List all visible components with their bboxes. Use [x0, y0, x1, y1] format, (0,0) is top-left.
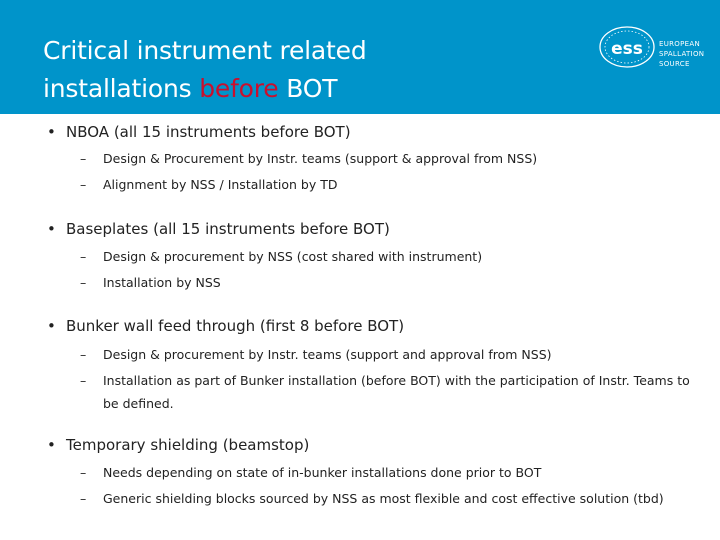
logo-line-3: SOURCE: [659, 60, 690, 68]
dash-symbol: –: [80, 249, 87, 264]
sub-bullet-text: Design & Procurement by Instr. teams (support & approval from NSS): [103, 151, 538, 166]
bullet-symbol: •: [47, 317, 56, 335]
sub-bullet-text: Generic shielding blocks sourced by NSS as most flexible and cost effective solution (tbd): [103, 491, 664, 506]
sub-bullet: [80, 271, 680, 294]
sub-bullet-text: Needs depending on state of in-bunker installations done prior to BOT: [103, 465, 542, 480]
sub-bullet-text: Installation as part of Bunker installation (before BOT) with the participation of Instr. Teams to be defined.: [103, 373, 690, 411]
bullet-text: Temporary shielding (beamstop): [66, 436, 310, 454]
logo-mark-text: ess: [611, 39, 643, 59]
sub-bullet-text: Design & procurement by NSS (cost shared with instrument): [103, 249, 483, 264]
bullet-nboa: [47, 122, 351, 142]
sub-bullet: [80, 245, 680, 268]
sub-bullet: [80, 461, 690, 484]
bullet-baseplates: [47, 219, 390, 239]
sub-bullet: [80, 343, 690, 366]
bullet-symbol: •: [47, 123, 56, 141]
title-line-2-end: BOT: [278, 74, 338, 103]
sub-bullet: [80, 147, 680, 170]
dash-symbol: –: [80, 151, 87, 166]
logo-line-2: SPALLATION: [659, 50, 705, 58]
sub-bullet: [80, 173, 680, 196]
title-line-1: Critical instrument related: [43, 36, 367, 65]
title-line-2-start: installations: [43, 74, 200, 103]
logo-line-1: EUROPEAN: [659, 40, 700, 48]
sub-bullet-text: Installation by NSS: [103, 275, 221, 290]
sub-bullet: [80, 487, 690, 510]
dash-symbol: –: [80, 491, 87, 506]
sub-bullet-text: Design & procurement by Instr. teams (support and approval from NSS): [103, 347, 552, 362]
sub-bullet: [80, 369, 690, 415]
dash-symbol: –: [80, 177, 87, 192]
dash-symbol: –: [80, 275, 87, 290]
dash-symbol: –: [80, 465, 87, 480]
bullet-text: NBOA (all 15 instruments before BOT): [66, 123, 351, 141]
bullet-symbol: •: [47, 436, 56, 454]
bullet-symbol: •: [47, 220, 56, 238]
dash-symbol: –: [80, 347, 87, 362]
bullet-text: Bunker wall feed through (first 8 before BOT): [66, 317, 405, 335]
sub-bullet-text: Alignment by NSS / Installation by TD: [103, 177, 338, 192]
bullet-bunker-wall: [47, 316, 404, 336]
dash-symbol: –: [80, 373, 87, 388]
bullet-temporary-shielding: [47, 435, 309, 455]
title-accent-word: before: [199, 74, 279, 103]
bullet-text: Baseplates (all 15 instruments before BOT): [66, 220, 390, 238]
